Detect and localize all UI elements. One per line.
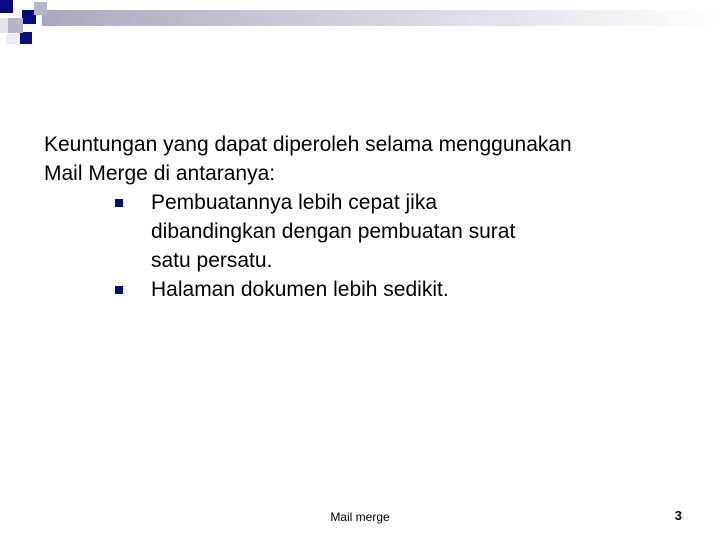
deco-square-navy-3: [20, 32, 32, 44]
deco-square-gray-1: [8, 18, 23, 33]
bullet-text: Halaman dokumen lebih sedikit.: [151, 278, 449, 301]
deco-square-navy-1: [0, 0, 13, 13]
deco-square-navy-2: [22, 10, 36, 24]
intro-text: Keuntungan yang dapat diperoleh selama menggunakan Mail Merge di antaranya:: [44, 133, 572, 185]
bullet-item: [44, 188, 551, 275]
bullet-item: [44, 275, 551, 304]
page-number: 3: [674, 508, 682, 523]
square-bullet-icon: [115, 199, 123, 207]
deco-square-light-2: [6, 34, 18, 44]
slide-content: [44, 130, 684, 304]
header-decoration: [0, 0, 720, 48]
deco-square-gray-2: [34, 2, 47, 15]
header-gradient-band: [42, 10, 720, 26]
square-bullet-icon: [115, 286, 123, 294]
bullet-text: Pembuatannya lebih cepat jika dibandingkan dengan pembuatan surat satu persatu.: [151, 191, 516, 272]
footer-text: Mail merge: [330, 510, 390, 524]
bullet-list: [44, 188, 684, 304]
deco-square-light-1: [0, 18, 8, 33]
